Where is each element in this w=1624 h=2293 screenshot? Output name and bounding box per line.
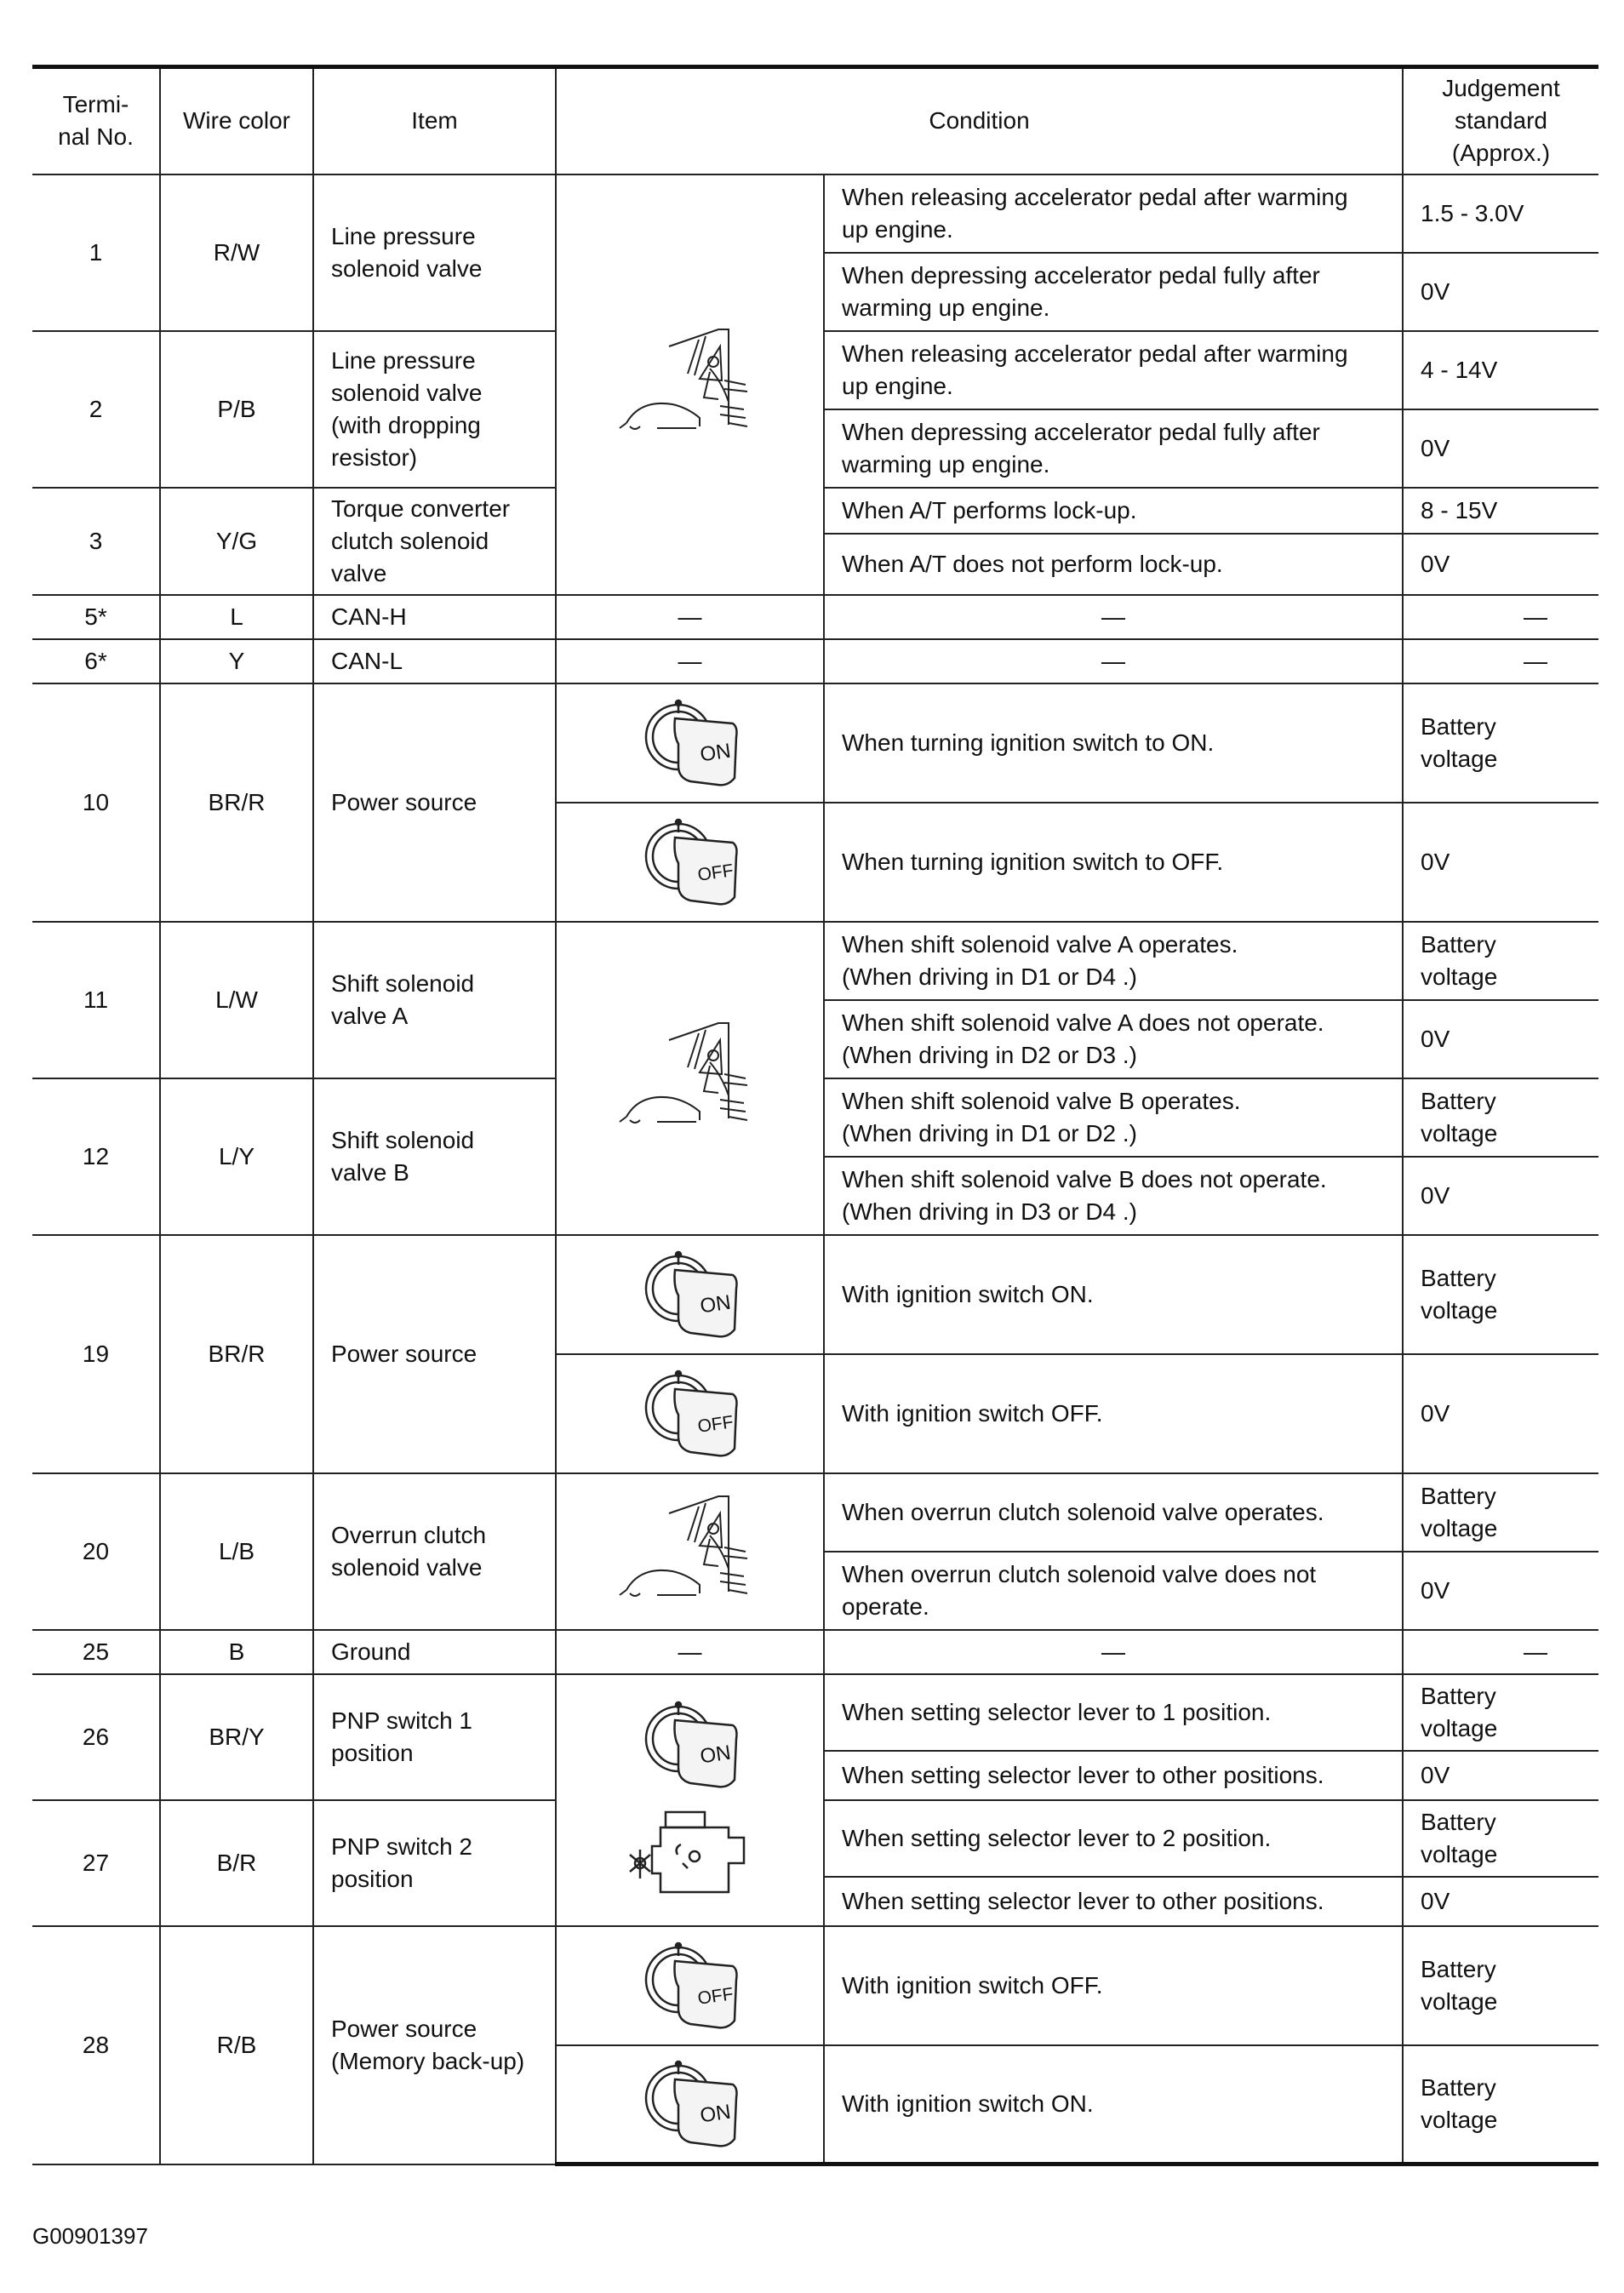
condition-cell: — bbox=[824, 1630, 1403, 1674]
terminal-cell: 11 bbox=[32, 922, 160, 1078]
wire-color-cell: B bbox=[160, 1630, 313, 1674]
condition-cell: When setting selector lever to other positions. bbox=[824, 1877, 1403, 1926]
judgement-cell: Battery voltage bbox=[1403, 2045, 1598, 2164]
condition-cell: When depressing accelerator pedal fully after warming up engine. bbox=[824, 253, 1403, 331]
header-item: Item bbox=[313, 67, 556, 174]
wire-color-cell: Y bbox=[160, 639, 313, 683]
terminal-cell: 10 bbox=[32, 683, 160, 922]
condition-cell: When shift solenoid valve A operates. (When driving in D1 or D4 .) bbox=[824, 922, 1403, 1000]
terminal-cell: 26 bbox=[32, 1674, 160, 1800]
wire-color-cell: R/W bbox=[160, 174, 313, 331]
judgement-cell: 0V bbox=[1403, 1000, 1598, 1078]
icon-dash-cell: — bbox=[556, 1630, 824, 1674]
judgement-cell: Battery voltage bbox=[1403, 922, 1598, 1000]
condition-cell: When A/T performs lock-up. bbox=[824, 488, 1403, 534]
table-row bbox=[32, 174, 1598, 253]
wire-color-cell: L/B bbox=[160, 1473, 313, 1630]
judgement-cell: 8 - 15V bbox=[1403, 488, 1598, 534]
table-row bbox=[32, 1630, 1598, 1674]
condition-cell: When shift solenoid valve A does not operate. (When driving in D2 or D3 .) bbox=[824, 1000, 1403, 1078]
svg-text:ON: ON bbox=[698, 739, 732, 766]
table-row bbox=[32, 1926, 1598, 2045]
terminal-cell: 5* bbox=[32, 595, 160, 639]
condition-cell: With ignition switch OFF. bbox=[824, 1926, 1403, 2045]
driver-icon bbox=[618, 1488, 763, 1615]
terminal-cell: 3 bbox=[32, 488, 160, 595]
ignition-key-on-icon bbox=[639, 693, 741, 793]
wire-color-cell: B/R bbox=[160, 1800, 313, 1926]
figure-code: G00901397 bbox=[32, 2223, 148, 2249]
condition-icon-cell bbox=[556, 1674, 824, 1926]
judgement-cell: 4 - 14V bbox=[1403, 331, 1598, 409]
svg-text:ON: ON bbox=[698, 1741, 732, 1768]
item-cell: PNP switch 1 position bbox=[313, 1674, 556, 1800]
ignition-key-on-icon bbox=[639, 1244, 741, 1345]
item-cell: CAN-H bbox=[313, 595, 556, 639]
wire-color-cell: Y/G bbox=[160, 488, 313, 595]
judgement-cell: 0V bbox=[1403, 534, 1598, 595]
condition-cell: When turning ignition switch to ON. bbox=[824, 683, 1403, 803]
condition-cell: When turning ignition switch to OFF. bbox=[824, 803, 1403, 922]
condition-cell: When setting selector lever to 2 position. bbox=[824, 1800, 1403, 1877]
item-cell: Shift solenoid valve A bbox=[313, 922, 556, 1078]
condition-icon-cell bbox=[556, 683, 824, 803]
table-row bbox=[32, 1235, 1598, 1354]
judgement-cell: — bbox=[1403, 639, 1598, 683]
terminal-cell: 12 bbox=[32, 1078, 160, 1235]
judgement-cell: Battery voltage bbox=[1403, 1078, 1598, 1157]
judgement-cell: Battery voltage bbox=[1403, 1800, 1598, 1877]
table-row bbox=[32, 639, 1598, 683]
header-judgement: Judgement standard (Approx.) bbox=[1403, 67, 1598, 174]
judgement-cell: 0V bbox=[1403, 253, 1598, 331]
header-wire-color: Wire color bbox=[160, 67, 313, 174]
judgement-cell: 1.5 - 3.0V bbox=[1403, 174, 1598, 253]
wire-color-cell: L/Y bbox=[160, 1078, 313, 1235]
judgement-cell: 0V bbox=[1403, 1552, 1598, 1630]
item-cell: Overrun clutch solenoid valve bbox=[313, 1473, 556, 1630]
header-condition: Condition bbox=[556, 67, 1403, 174]
item-cell: Shift solenoid valve B bbox=[313, 1078, 556, 1235]
svg-text:OFF: OFF bbox=[695, 1983, 735, 2009]
condition-icon-cell bbox=[556, 803, 824, 922]
ignition-key-off-icon bbox=[639, 812, 741, 912]
judgement-cell: — bbox=[1403, 595, 1598, 639]
condition-cell: With ignition switch ON. bbox=[824, 1235, 1403, 1354]
terminal-cell: 27 bbox=[32, 1800, 160, 1926]
engine-icon bbox=[626, 1804, 754, 1906]
item-cell: Power source bbox=[313, 683, 556, 922]
condition-cell: — bbox=[824, 595, 1403, 639]
wire-color-cell: R/B bbox=[160, 1926, 313, 2164]
icon-dash-cell: — bbox=[556, 595, 824, 639]
svg-text:ON: ON bbox=[698, 1290, 732, 1318]
item-cell: PNP switch 2 position bbox=[313, 1800, 556, 1926]
wire-color-cell: L bbox=[160, 595, 313, 639]
judgement-cell: 0V bbox=[1403, 1877, 1598, 1926]
item-cell: Torque converter clutch solenoid valve bbox=[313, 488, 556, 595]
condition-icon-cell bbox=[556, 1473, 824, 1630]
judgement-cell: 0V bbox=[1403, 1157, 1598, 1235]
terminal-cell: 6* bbox=[32, 639, 160, 683]
condition-cell: When overrun clutch solenoid valve does not operate. bbox=[824, 1552, 1403, 1630]
condition-cell: When overrun clutch solenoid valve operates. bbox=[824, 1473, 1403, 1552]
judgement-cell: Battery voltage bbox=[1403, 1926, 1598, 2045]
driver-icon bbox=[618, 1015, 763, 1142]
table-row bbox=[32, 683, 1598, 803]
judgement-cell: Battery voltage bbox=[1403, 1674, 1598, 1751]
wire-color-cell: P/B bbox=[160, 331, 313, 488]
item-cell: Power source (Memory back-up) bbox=[313, 1926, 556, 2164]
condition-cell: When releasing accelerator pedal after warming up engine. bbox=[824, 331, 1403, 409]
svg-text:ON: ON bbox=[698, 2100, 732, 2128]
condition-icon-cell bbox=[556, 922, 824, 1235]
condition-icon-cell bbox=[556, 1354, 824, 1473]
terminal-table bbox=[32, 65, 1598, 2166]
judgement-cell: Battery voltage bbox=[1403, 1235, 1598, 1354]
terminal-cell: 28 bbox=[32, 1926, 160, 2164]
condition-icon-cell bbox=[556, 1926, 824, 2045]
judgement-cell: 0V bbox=[1403, 803, 1598, 922]
judgement-cell: 0V bbox=[1403, 1354, 1598, 1473]
item-cell: Ground bbox=[313, 1630, 556, 1674]
condition-icon-cell bbox=[556, 1235, 824, 1354]
condition-icon-cell bbox=[556, 174, 824, 595]
condition-icon-cell bbox=[556, 2045, 824, 2164]
wire-color-cell: BR/Y bbox=[160, 1674, 313, 1800]
header-terminal: Termi- nal No. bbox=[32, 67, 160, 174]
wire-color-cell: BR/R bbox=[160, 1235, 313, 1473]
item-cell: CAN-L bbox=[313, 639, 556, 683]
condition-cell: When shift solenoid valve B does not operate. (When driving in D3 or D4 .) bbox=[824, 1157, 1403, 1235]
condition-cell: With ignition switch ON. bbox=[824, 2045, 1403, 2164]
svg-text:OFF: OFF bbox=[695, 1411, 735, 1437]
condition-cell: When shift solenoid valve B operates. (When driving in D1 or D2 .) bbox=[824, 1078, 1403, 1157]
condition-cell: When depressing accelerator pedal fully after warming up engine. bbox=[824, 409, 1403, 488]
item-cell: Line pressure solenoid valve bbox=[313, 174, 556, 331]
ignition-key-on-icon bbox=[639, 2054, 741, 2154]
judgement-cell: 0V bbox=[1403, 1751, 1598, 1800]
terminal-cell: 19 bbox=[32, 1235, 160, 1473]
ignition-key-off-icon bbox=[639, 1936, 741, 2036]
table-row bbox=[32, 1473, 1598, 1552]
ignition-key-on-icon bbox=[639, 1695, 741, 1795]
terminal-cell: 25 bbox=[32, 1630, 160, 1674]
judgement-cell: — bbox=[1403, 1630, 1598, 1674]
table-row bbox=[32, 922, 1598, 1000]
item-cell: Power source bbox=[313, 1235, 556, 1473]
terminal-cell: 2 bbox=[32, 331, 160, 488]
svg-text:OFF: OFF bbox=[695, 860, 735, 885]
table-row bbox=[32, 595, 1598, 639]
condition-cell: When setting selector lever to other positions. bbox=[824, 1751, 1403, 1800]
condition-cell: With ignition switch OFF. bbox=[824, 1354, 1403, 1473]
table-row bbox=[32, 1674, 1598, 1751]
ignition-key-off-icon bbox=[639, 1364, 741, 1464]
icon-dash-cell: — bbox=[556, 639, 824, 683]
wire-color-cell: L/W bbox=[160, 922, 313, 1078]
item-cell: Line pressure solenoid valve (with dropping resistor) bbox=[313, 331, 556, 488]
terminal-cell: 20 bbox=[32, 1473, 160, 1630]
wire-color-cell: BR/R bbox=[160, 683, 313, 922]
condition-cell: — bbox=[824, 639, 1403, 683]
judgement-cell: Battery voltage bbox=[1403, 1473, 1598, 1552]
terminal-cell: 1 bbox=[32, 174, 160, 331]
judgement-cell: Battery voltage bbox=[1403, 683, 1598, 803]
condition-cell: When releasing accelerator pedal after warming up engine. bbox=[824, 174, 1403, 253]
condition-cell: When setting selector lever to 1 position. bbox=[824, 1674, 1403, 1751]
condition-cell: When A/T does not perform lock-up. bbox=[824, 534, 1403, 595]
driver-icon bbox=[618, 321, 763, 449]
judgement-cell: 0V bbox=[1403, 409, 1598, 488]
header-row bbox=[32, 67, 1598, 174]
